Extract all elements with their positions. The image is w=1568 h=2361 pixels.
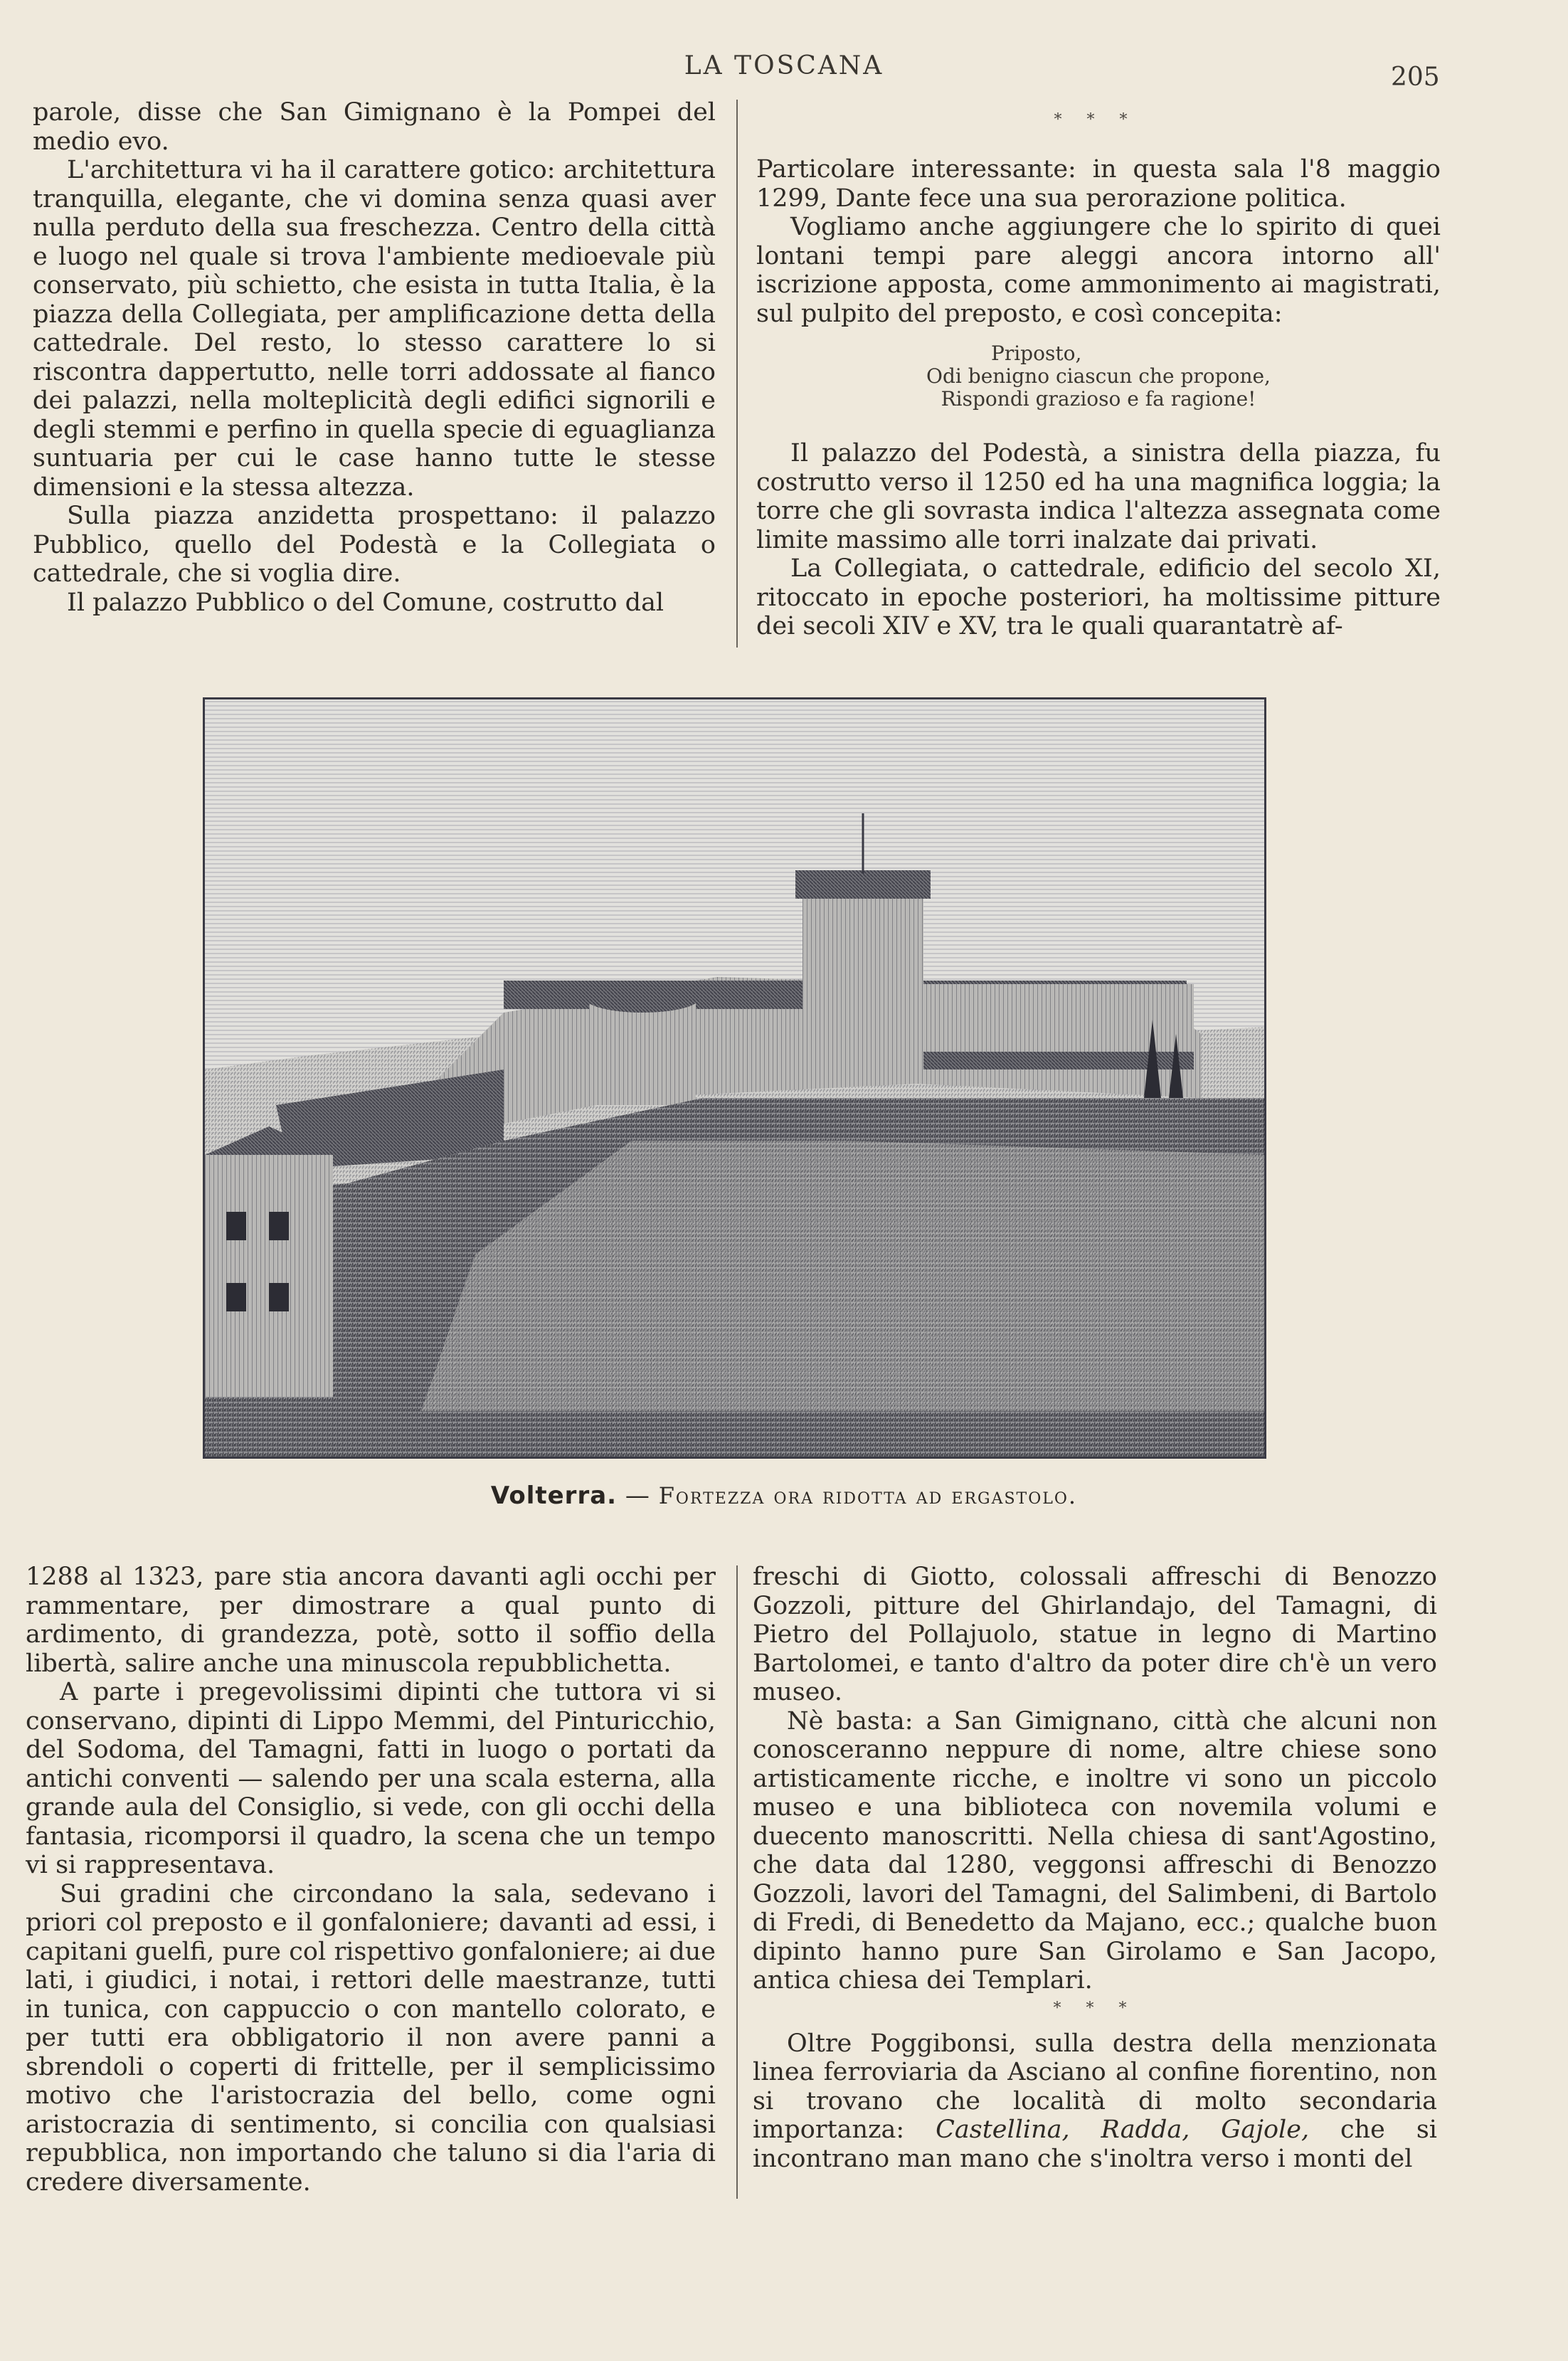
text-run: che si incontrano man mano che s'inoltra verso i monti del (753, 2116, 1437, 2173)
paragraph (753, 2029, 1437, 2174)
column-top-left (33, 98, 716, 617)
paragraph: A parte i pregevolissimi dipinti che tuttora vi si conservano, dipinti di Lippo Memmi, del Pinturicchio, del Sodoma, del Tamagni, fatti in luogo o portati da antichi conventi — salendo per una scala esterna, alla grande aula del Consiglio, si vede, con gli occhi della fantasia, ricomporsi il quadro, la scena che un tempo vi si rappresentava. (26, 1678, 716, 1879)
paragraph: parole, disse che San Gimignano è la Pompei del medio evo. (33, 98, 716, 156)
running-head: LA TOSCANA (684, 51, 884, 80)
paragraph: Sui gradini che circondano la sala, sedevano i priori col preposto e il gonfaloniere; davanti ad essi, i capitani guelfi, pure col rispettivo gonfaloniere; ai due lati, i giudici, i notai, i rettori delle maestranze, tutti in tunica, con cappuccio o con mantello colorato, e per tutti era obbligatorio il non avere panni a sbrendoli o coperti di frittelle, per il semplicissimo motivo che l'aristocrazia del bello, come ogni aristocrazia di sentimento, si concilia con qualsiasi repubblica, non importando che taluno si dia l'aria di credere diversamente. (26, 1879, 716, 2197)
verse-line: Odi benigno ciascun che propone, (926, 364, 1271, 388)
paragraph: Vogliamo anche aggiungere che lo spirito di quei lontani tempi pare aleggi ancora intorno all' iscrizione apposta, come ammonimento ai magistrati, sul pulpito del preposto, e così concepita: (756, 213, 1441, 328)
caption-city: Volterra. (490, 1481, 618, 1510)
paragraph: L'architettura vi ha il carattere gotico: architettura tranquilla, elegante, che vi domina senza quasi aver nulla perduto della sua freschezza. Centro della città e luogo nel quale si trova l'ambiente medioevale più conservato, più schietto, che esista in tutta Italia, è la piazza della Collegiata, per amplificazione detta della cattedrale. Del resto, lo stesso carattere lo si riscontra dappertutto, nelle torri addossate al fianco dei palazzi, nella molteplicità degli edifici signorili e degli stemmi e perfino in quella specie di eguaglianza suntuaria per cui le case hanno tutte le stesse dimensioni e la stessa altezza. (33, 156, 716, 502)
column-bottom-left (26, 1563, 716, 2197)
paragraph: Il palazzo del Podestà, a sinistra della piazza, fu costrutto verso il 1250 ed ha una magnifica loggia; la torre che gli sovrasta indica l'altezza assegnata come limite massimo alle torri inalzate dai privati. (756, 439, 1441, 554)
column-bottom-right (753, 1563, 1437, 2173)
engraving-illustration (205, 699, 1266, 1459)
column-rule-top (736, 100, 738, 648)
column-top-right (756, 155, 1441, 641)
caption-text: Fortezza ora ridotta ad ergastolo. (658, 1482, 1078, 1509)
paragraph: La Collegiata, o cattedrale, edificio del secolo XI, ritoccato in epoche posteriori, ha moltissime pitture dei secoli XIV e XV, tra le quali quarantatrè af- (756, 554, 1441, 640)
paragraph: freschi di Giotto, colossali affreschi di Benozzo Gozzoli, pitture del Ghirlandajo, del Tamagni, di Pietro del Pollajuolo, statue in legno di Martino Bartolomei, e tanto d'altro da poter dire ch'è un vero museo. (753, 1563, 1437, 1706)
verse-line: Priposto, (991, 342, 1082, 365)
paragraph: Nè basta: a San Gimignano, città che alcuni non conosceranno neppure di nome, altre chiese sono artisticamente ricche, e inoltre vi sono un piccolo museo e una biblioteca con novemila volumi e duecento manoscritti. Nella chiesa di sant'Agostino, che data dal 1280, veggonsi affreschi di Benozzo Gozzoli, lavori del Tamagni, del Salimbeni, di Bartolo di Fredi, di Benedetto da Majano, ecc.; qualche buon dipinto hanno pure San Girolamo e San Jacopo, antica chiesa dei Templari. (753, 1706, 1437, 1995)
caption-dash: — (625, 1481, 650, 1510)
asterism-bottom: * * * (1053, 1999, 1137, 2017)
place-names: Castellina, Radda, Gajole, (936, 2116, 1310, 2144)
page-number: 205 (1391, 63, 1440, 92)
engraving-volterra-fortress (203, 697, 1266, 1459)
paragraph: Il palazzo Pubblico o del Comune, costrutto dal (67, 588, 664, 617)
asterism-top: * * * (1054, 111, 1138, 129)
paragraph: 1288 al 1323, pare stia ancora davanti agli occhi per rammentare, per dimostrare a qual punto di ardimento, di grandezza, potè, sotto il soffio della libertà, salire anche una minuscola repubblichetta. (26, 1563, 716, 1678)
illustration-caption (0, 1481, 1568, 1510)
paragraph: Particolare interessante: in questa sala l'8 maggio 1299, Dante fece una sua perorazione politica. (756, 155, 1441, 213)
column-rule-bottom (736, 1565, 738, 2199)
inscription-verse (756, 342, 1441, 411)
text-run: Oltre Poggibonsi, sulla destra della menzionata linea ferroviaria da Asciano al confine fiorentino, non si trovano che località di molto secondaria importanza: (753, 2029, 1437, 2144)
verse-line: Rispondi grazioso e fa ragione! (941, 387, 1256, 411)
paragraph: Sulla piazza anzidetta prospettano: il palazzo Pubblico, quello del Podestà e la Collegiata o cattedrale, che si voglia dire. (33, 502, 716, 588)
